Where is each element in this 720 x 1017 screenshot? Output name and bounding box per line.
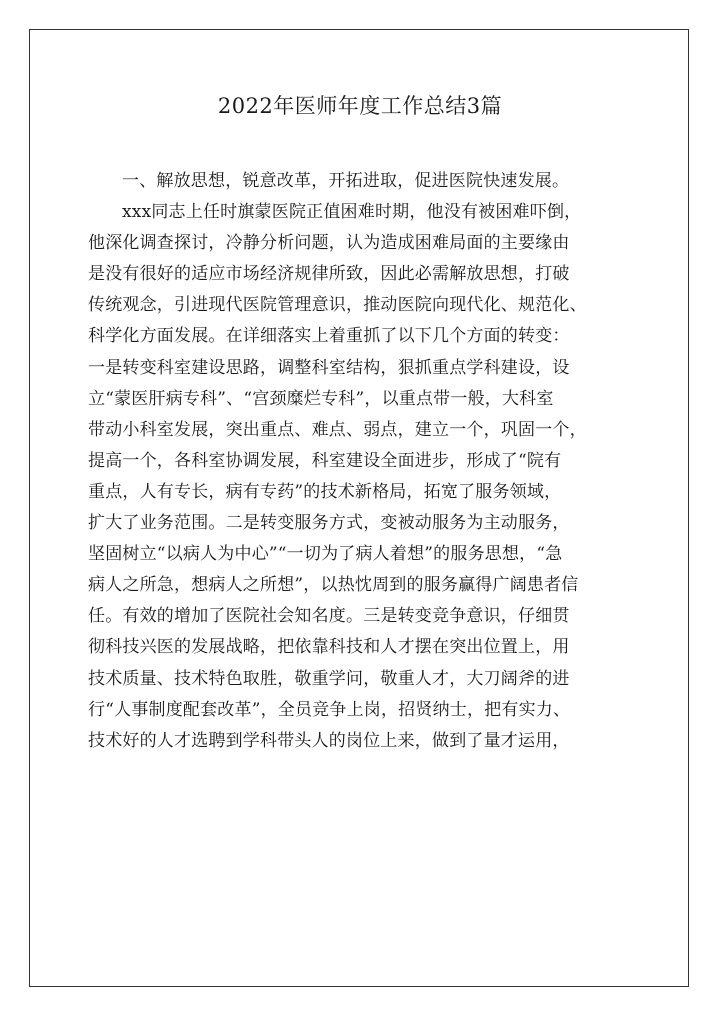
text-line: 重点，人有专长，病有专药”的技术新格局，拓宽了服务领域， — [88, 481, 562, 502]
text-line: 病人之所急，想病人之所想”，以热忱周到的服务赢得广阔患者信 — [88, 575, 579, 596]
text-line: 科学化方面发展。在详细落实上着重抓了以下几个方面的转变： — [88, 326, 570, 347]
text-line: xxx同志上任时旗蒙医院正值困难时期，他没有被困难吓倒， — [122, 202, 582, 223]
text-line: 任。有效的增加了医院社会知名度。三是转变竞争意识，仔细贯 — [88, 606, 570, 627]
text-line: 一是转变科室建设思路，调整科室结构，狠抓重点学科建设，设 — [88, 357, 570, 378]
text-line: 是没有很好的适应市场经济规律所致，因此必需解放思想，打破 — [88, 264, 570, 285]
text-line: 彻科技兴医的发展战略，把依靠科技和人才摆在突出位置上，用 — [88, 637, 570, 658]
text-line: 他深化调查探讨，冷静分析问题，认为造成困难局面的主要缘由 — [88, 233, 570, 254]
text-line: 技术质量、技术特色取胜，敬重学问，敬重人才，大刀阔斧的进 — [88, 668, 570, 689]
text-line: 传统观念，引进现代医院管理意识，推动医院向现代化、规范化、 — [88, 295, 587, 316]
document-title: 2022年医师年度工作总结3篇 — [217, 94, 503, 118]
text-line: 技术好的人才选聘到学科带头人的岗位上来，做到了量才运用， — [88, 730, 570, 751]
text-line: 行“人事制度配套改革”，全员竞争上岗，招贤纳士，把有实力、 — [88, 699, 571, 720]
text-line: 带动小科室发展，突出重点、难点、弱点，建立一个，巩固一个， — [88, 419, 587, 440]
text-line: 扩大了业务范围。二是转变服务方式，变被动服务为主动服务， — [88, 513, 570, 534]
paragraph-heading: 一、解放思想，锐意改革，开拓进取，促进医院快速发展。 — [122, 171, 570, 191]
text-line: 立“蒙医肝病专科”、“宫颈糜烂专科”，以重点带一般，大科室 — [88, 388, 554, 409]
text-line: 坚固树立“以病人为中心”“一切为了病人着想”的服务思想，“急 — [88, 544, 563, 565]
document-body — [88, 166, 636, 757]
text-line: 提高一个，各科室协调发展，科室建设全面进步，形成了“院有 — [88, 450, 562, 471]
